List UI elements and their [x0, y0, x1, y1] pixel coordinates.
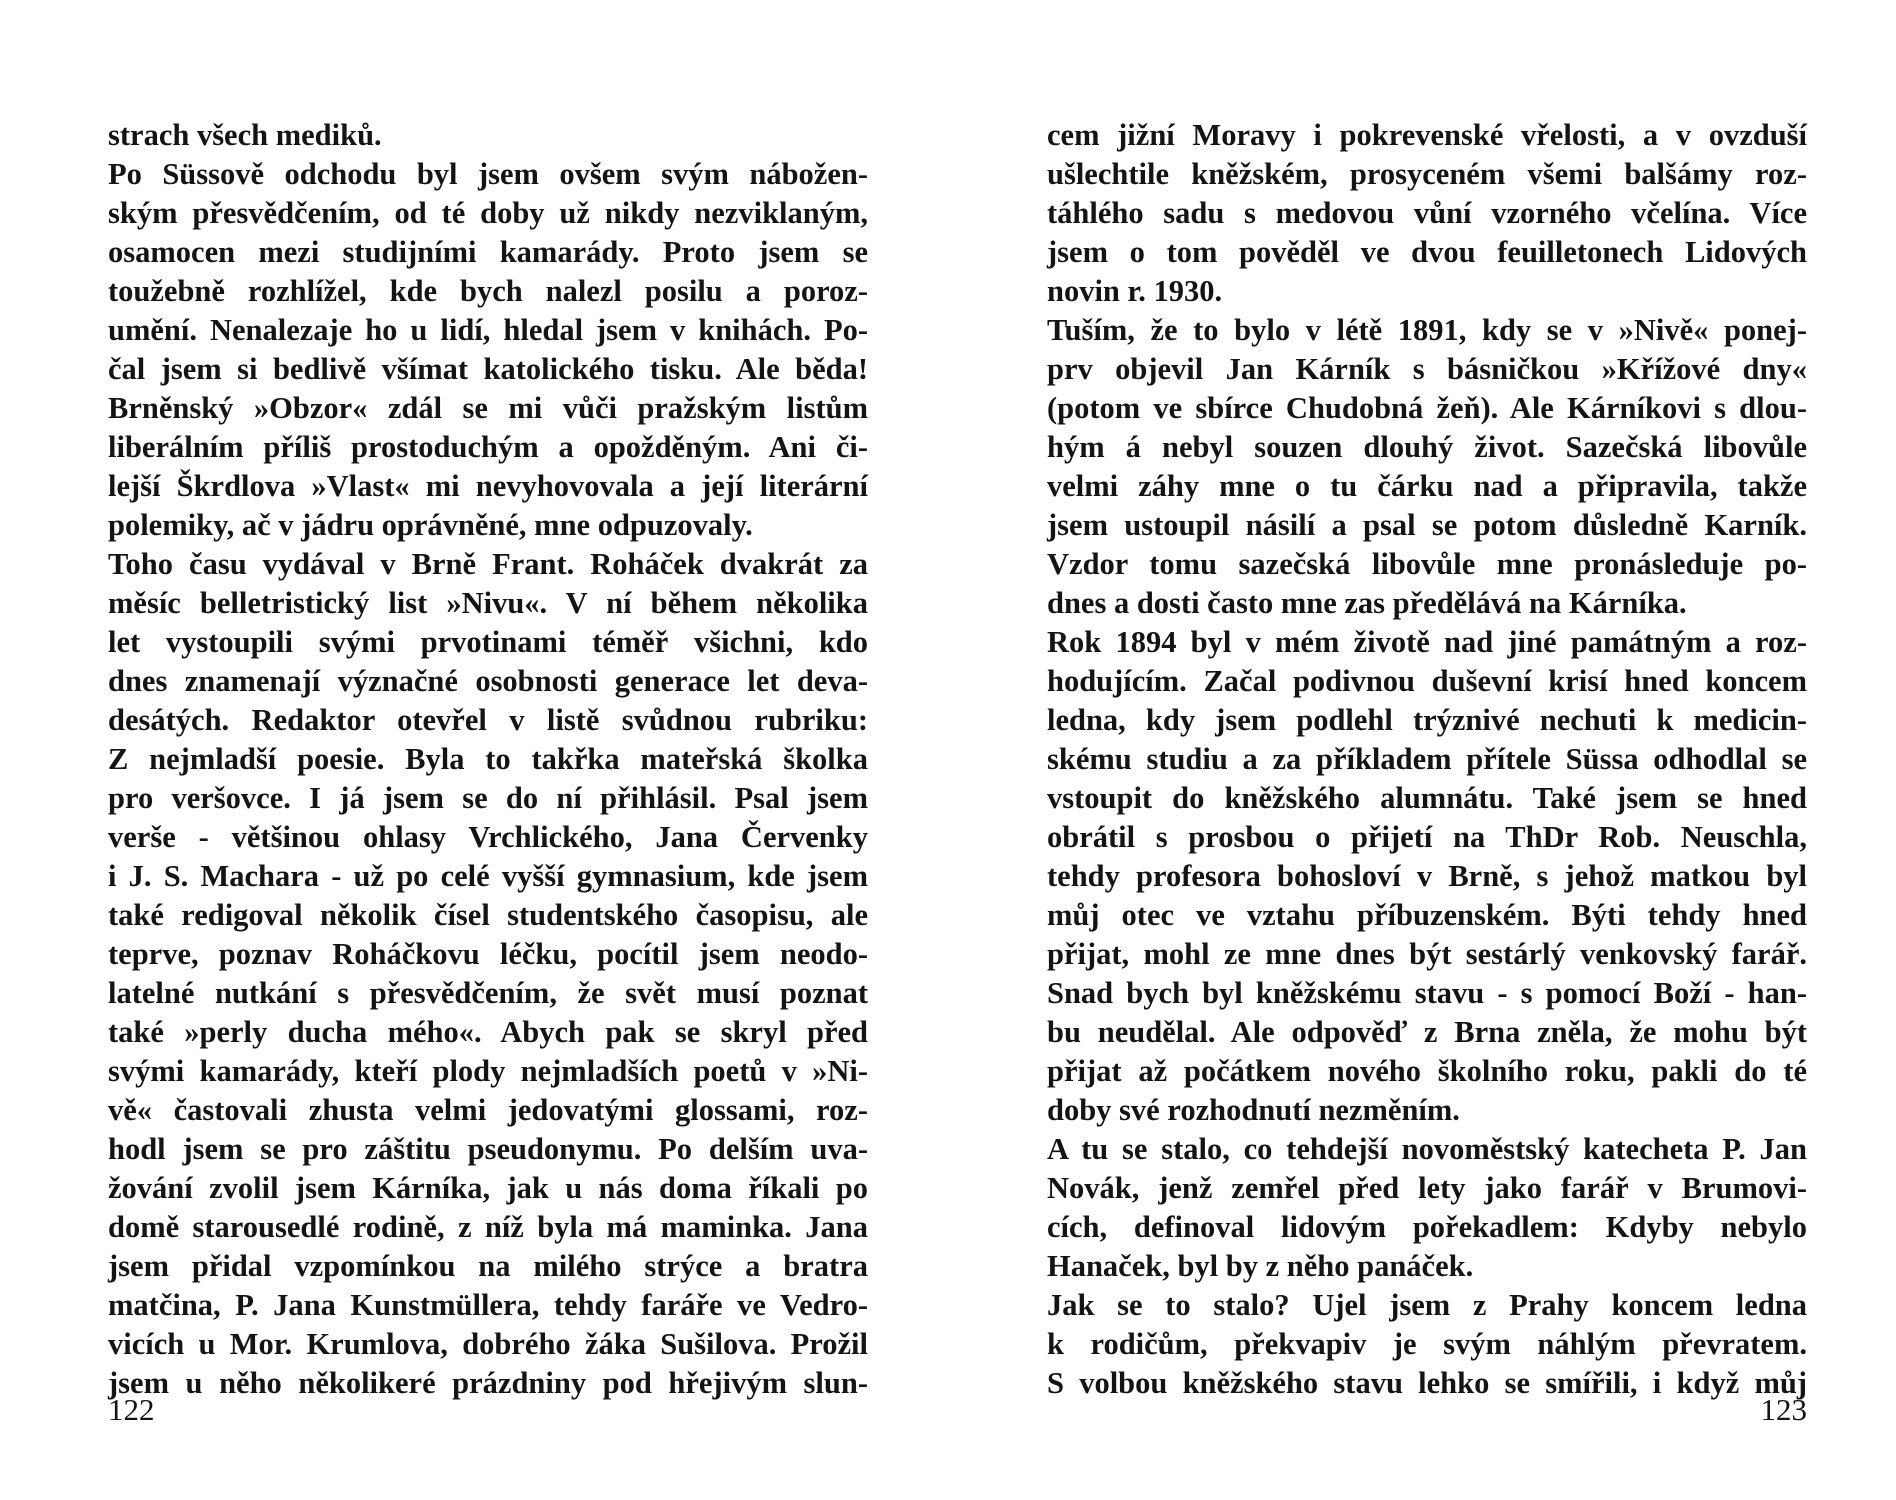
text-line: ským přesvědčením, od té doby už nikdy nezviklaným,	[108, 196, 868, 230]
left-page	[108, 116, 868, 1427]
text-line: (potom ve sbírce Chudobná žeň). Ale Kárníkovi s dlou-	[1047, 391, 1807, 425]
text-line: můj otec ve vztahu příbuzenském. Býti tehdy hned	[1047, 898, 1807, 932]
text-line: hodujícím. Začal podivnou duševní krisí hned koncem	[1047, 664, 1807, 698]
text-line: Hanaček, byl by z něho panáček.	[1047, 1249, 1474, 1283]
text-line: Toho času vydával v Brně Frant. Roháček dvakrát za	[108, 547, 868, 581]
text-line: žování zvolil jsem Kárníka, jak u nás doma říkali po	[108, 1171, 868, 1205]
text-line: tehdy profesora bohosloví v Brně, s jehož matkou byl	[1047, 859, 1807, 893]
text-line: i J. S. Machara - už po celé vyšší gymnasium, kde jsem	[108, 859, 868, 893]
text-line: k rodičům, překvapiv je svým náhlým převratem.	[1047, 1327, 1807, 1361]
text-line: Snad bych byl kněžskému stavu - s pomocí Boží - han-	[1047, 976, 1807, 1010]
text-line: osamocen mezi studijními kamarády. Proto jsem se	[108, 235, 868, 269]
text-line: prv objevil Jan Kárník s básničkou »Křížové dny«	[1047, 352, 1807, 386]
text-line: velmi záhy mne o tu čárku nad a připravila, takže	[1047, 469, 1807, 503]
text-line: toužebně rozhlížel, kde bych nalezl posilu a poroz-	[108, 274, 868, 308]
text-line: přijat, mohl ze mne dnes být sestárlý venkovský farář.	[1047, 937, 1807, 971]
text-line: také »perly ducha mého«. Abych pak se skryl před	[108, 1015, 868, 1049]
text-line: měsíc belletristický list »Nivu«. V ní během několika	[108, 586, 868, 620]
text-line: teprve, poznav Roháčkovu léčku, pocítil jsem neodo-	[108, 937, 868, 971]
text-line: jsem ustoupil násilí a psal se potom důsledně Karník.	[1047, 508, 1807, 542]
text-line: lejší Škrdlova »Vlast« mi nevyhovovala a její literární	[108, 469, 868, 503]
text-line: latelné nutkání s přesvědčením, že svět musí poznat	[108, 976, 868, 1010]
text-line: Rok 1894 byl v mém životě nad jiné památným a roz-	[1047, 625, 1807, 659]
left-page-text	[108, 116, 868, 1403]
text-line: verše - většinou ohlasy Vrchlického, Jana Červenky	[108, 820, 868, 854]
text-line: skému studiu a za příkladem přítele Süssa odhodlal se	[1047, 742, 1807, 776]
text-line: Jak se to stalo? Ujel jsem z Prahy koncem ledna	[1047, 1288, 1807, 1322]
text-line: let vystoupili svými prvotinami téměř všichni, kdo	[108, 625, 868, 659]
right-page	[1047, 116, 1807, 1427]
text-line: vstoupit do kněžského alumnátu. Také jsem se hned	[1047, 781, 1807, 815]
text-line: jsem o tom pověděl ve dvou feuilletonech Lidových	[1047, 235, 1807, 269]
text-line: domě starousedlé rodině, z níž byla má maminka. Jana	[108, 1210, 868, 1244]
text-line: jsem u něho několikeré prázdniny pod hřejivým slun-	[108, 1366, 868, 1400]
text-line: pro veršovce. I já jsem se do ní přihlásil. Psal jsem	[108, 781, 868, 815]
text-line: umění. Nenalezaje ho u lidí, hledal jsem v knihách. Po-	[108, 313, 868, 347]
text-line: táhlého sadu s medovou vůní vzorného včelína. Více	[1047, 196, 1807, 230]
text-line: liberálním příliš prostoduchým a opožděným. Ani či-	[108, 430, 868, 464]
text-line: hým á nebyl souzen dlouhý život. Sazečská libovůle	[1047, 430, 1807, 464]
text-line: matčina, P. Jana Kunstmüllera, tehdy faráře ve Vedro-	[108, 1288, 868, 1322]
text-line: novin r. 1930.	[1047, 274, 1223, 308]
text-line: polemiky, ač v jádru oprávněné, mne odpuzovaly.	[108, 508, 753, 542]
text-line: ušlechtile kněžském, prosyceném všemi balšámy roz-	[1047, 157, 1807, 191]
text-line: dnes a dosti často mne zas předělává na Kárníka.	[1047, 586, 1687, 620]
text-line: Vzdor tomu sazečská libovůle mne pronásleduje po-	[1047, 547, 1807, 581]
text-line: cem jižní Moravy i pokrevenské vřelosti, a v ovzduší	[1047, 118, 1807, 152]
text-line: přijat až počátkem nového školního roku, pakli do té	[1047, 1054, 1807, 1088]
text-line: jsem přidal vzpomínkou na milého strýce a bratra	[108, 1249, 868, 1283]
text-line: Po Süssově odchodu byl jsem ovšem svým nábožen-	[108, 157, 868, 191]
text-line: strach všech mediků.	[108, 118, 382, 152]
text-line: Tuším, že to bylo v létě 1891, kdy se v »Nivě« ponej-	[1047, 313, 1807, 347]
text-line: bu neudělal. Ale odpověď z Brna zněla, že mohu být	[1047, 1015, 1807, 1049]
text-line: svými kamarády, kteří plody nejmladších poetů v »Ni-	[108, 1054, 868, 1088]
text-line: Brněnský »Obzor« zdál se mi vůči pražským listům	[108, 391, 868, 425]
page-number: 123	[1760, 1392, 1807, 1427]
page-number: 122	[108, 1392, 155, 1427]
text-line: vicích u Mor. Krumlova, dobrého žáka Sušilova. Prožil	[108, 1327, 868, 1361]
text-line: dnes znamenají význačné osobnosti generace let deva-	[108, 664, 868, 698]
text-line: také redigoval několik čísel studentského časopisu, ale	[108, 898, 868, 932]
text-line: doby své rozhodnutí nezměním.	[1047, 1093, 1460, 1127]
text-line: čal jsem si bedlivě všímat katolického tisku. Ale běda!	[108, 352, 868, 386]
text-line: Z nejmladší poesie. Byla to takřka mateřská školka	[108, 742, 868, 776]
text-line: ledna, kdy jsem podlehl trýznivé nechuti k medicin-	[1047, 703, 1807, 737]
text-line: A tu se stalo, co tehdejší novoměstský katecheta P. Jan	[1047, 1132, 1807, 1166]
text-line: hodl jsem se pro záštitu pseudonymu. Po delším uva-	[108, 1132, 868, 1166]
right-page-text	[1047, 116, 1807, 1403]
text-line: Novák, jenž zemřel před lety jako farář v Brumovi-	[1047, 1171, 1807, 1205]
text-line: vě« častovali zhusta velmi jedovatými glossami, roz-	[108, 1093, 868, 1127]
text-line: S volbou kněžského stavu lehko se smířili, i když můj	[1047, 1366, 1807, 1400]
text-line: desátých. Redaktor otevřel v listě svůdnou rubriku:	[108, 703, 868, 737]
text-line: cích, definoval lidovým pořekadlem: Kdyby nebylo	[1047, 1210, 1807, 1244]
text-line: obrátil s prosbou o přijetí na ThDr Rob. Neuschla,	[1047, 820, 1807, 854]
